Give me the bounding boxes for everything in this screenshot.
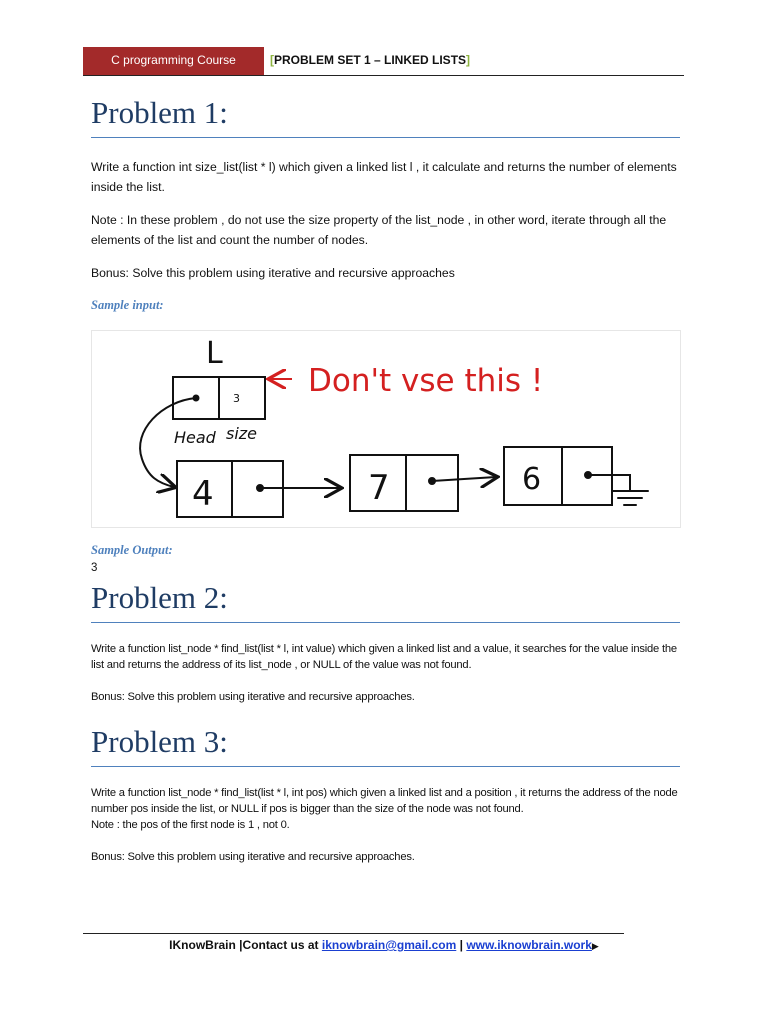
footer-website-link[interactable]: www.iknowbrain.work: [466, 938, 592, 952]
problem-2-heading: Problem 2:: [91, 580, 228, 615]
footer-contact-prefix: |Contact us at: [239, 938, 319, 952]
problem-1-description: Write a function int size_list(list * l) which given a linked list l , it calculate and returns the number of elements inside the list.: [91, 160, 677, 194]
head-label: Head: [174, 428, 216, 447]
problem-3-description: Write a function list_node * find_list(list * l, int pos) which given a linked list and a position , it returns the address of the node number pos inside the list, or NULL if pos is bigger than the size of the node was not found.: [91, 787, 678, 815]
null-ground-icon: [588, 475, 648, 505]
problem-1-note: Note : In these problem , do not use the size property of the list_node , in other word, iterate through all the elements of the list and count the number of nodes.: [91, 213, 667, 247]
node-1-value: 4: [192, 474, 214, 514]
problem-3-heading: Problem 3:: [91, 724, 228, 759]
sample-input-label: Sample input:: [91, 298, 164, 312]
problem-2-bonus: Bonus: Solve this problem using iterative and recursive approaches.: [91, 691, 415, 703]
linked-list-diagram: [91, 330, 681, 528]
footer-email-link[interactable]: iknowbrain@gmail.com: [321, 938, 457, 952]
problem-3-rule: [91, 766, 680, 767]
footer-brand: IKnowBrain: [169, 938, 236, 952]
problem-2-rule: [91, 622, 680, 623]
footer-rule: [83, 933, 624, 934]
dont-use-annotation: Don't vse this !: [308, 363, 544, 399]
sample-output-label: Sample Output:: [91, 543, 173, 557]
problem-1-rule: [91, 137, 680, 138]
arrow-node-2-to-3: [432, 477, 496, 481]
bracket-close: ]: [466, 53, 471, 67]
problem-1-bonus: Bonus: Solve this problem using iterative and recursive approaches: [91, 266, 455, 280]
problem-3-bonus: Bonus: Solve this problem using iterative and recursive approaches.: [91, 851, 415, 863]
linked-list-sketch: [92, 331, 680, 527]
problem-set-label: PROBLEM SET 1 – LINKED LISTS: [274, 53, 467, 67]
bracket-open: [: [270, 53, 274, 67]
footer-separator: |: [459, 938, 463, 952]
size-value: 3: [233, 392, 240, 405]
sample-output-value: 3: [91, 562, 98, 574]
problem-set-title: [270, 53, 470, 67]
node-3-value: 6: [522, 462, 542, 497]
node-2: [350, 455, 458, 511]
size-label: size: [226, 424, 258, 443]
external-link-icon: ▶: [591, 941, 599, 951]
page-header: [83, 47, 684, 76]
page-footer: [0, 938, 768, 952]
problem-3-note: Note : the pos of the first node is 1 , not 0.: [91, 819, 290, 831]
course-title: C programming Course: [83, 47, 264, 75]
list-label: L: [206, 336, 223, 371]
node-2-value: 7: [368, 468, 390, 508]
problem-1-heading: Problem 1:: [91, 95, 228, 130]
problem-2-description: Write a function list_node * find_list(list * l, int value) which given a linked list and a value, it searches for the value inside the list and returns the address of its list_node , or NULL of the value was not found.: [91, 643, 677, 671]
